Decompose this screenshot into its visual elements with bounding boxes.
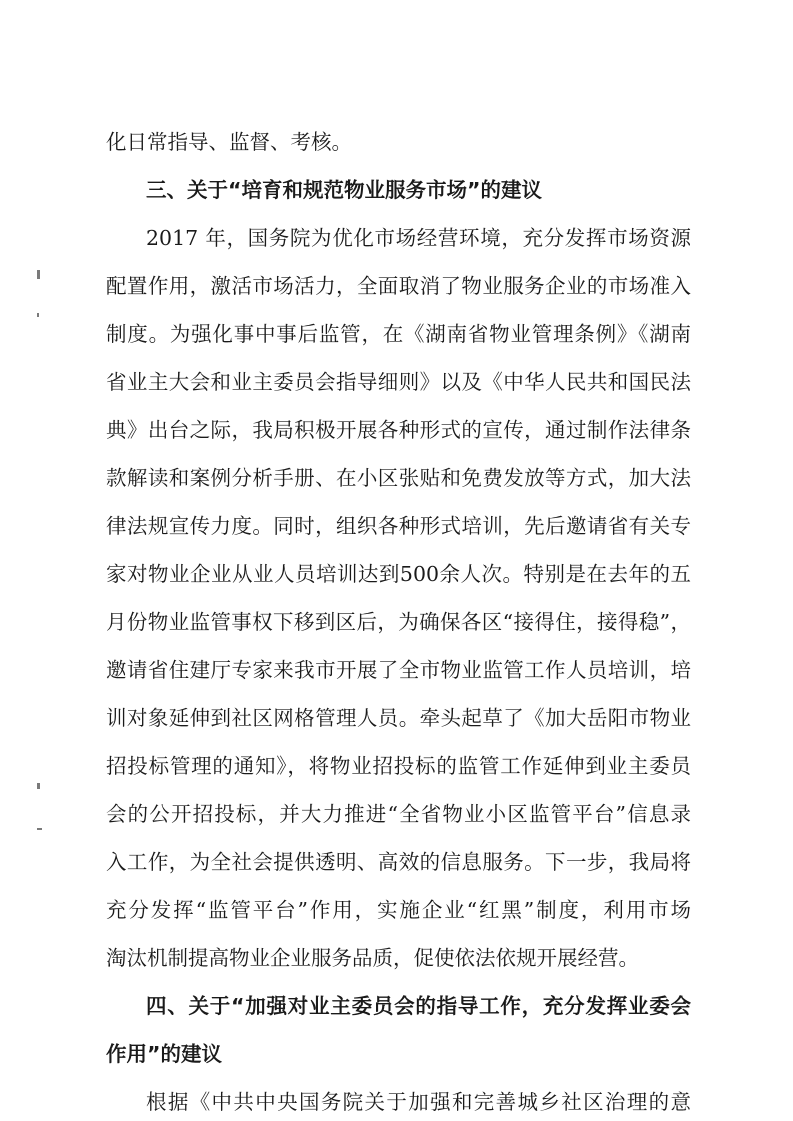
body-text-line: 制度。为强化事中事后监管，在《湖南省物业管理条例》《湖南: [106, 322, 691, 346]
body-text-line: 淘汰机制提高物业企业服务品质，促使依法依规开展经营。: [106, 946, 639, 970]
section-heading: 四、关于“加强对业主委员会的指导工作，充分发挥业委会: [146, 994, 691, 1018]
body-text-line: 充分发挥“监管平台”作用，实施企业“红黑”制度，利用市场: [106, 898, 691, 922]
body-text-line: 化日常指导、监督、考核。: [106, 130, 352, 154]
body-text-line: 入工作，为全社会提供透明、高效的信息服务。下一步，我局将: [106, 850, 691, 874]
body-text-line: 会的公开招投标，并大力推进“全省物业小区监管平台”信息录: [106, 802, 691, 826]
body-text-line: 配置作用，激活市场活力，全面取消了物业服务企业的市场准入: [106, 274, 691, 298]
body-text-line: 邀请省住建厅专家来我市开展了全市物业监管工作人员培训，培: [106, 658, 691, 682]
body-text-line: 省业主大会和业主委员会指导细则》以及《中华人民共和国民法: [106, 370, 691, 394]
body-text-line: 款解读和案例分析手册、在小区张贴和免费发放等方式，加大法: [106, 466, 691, 490]
scan-speck: [37, 313, 39, 317]
body-text-line: 家对物业企业从业人员培训达到500余人次。特别是在去年的五: [106, 562, 691, 586]
body-text-line: 训对象延伸到社区网格管理人员。牵头起草了《加大岳阳市物业: [106, 706, 691, 730]
scan-speck: [37, 783, 40, 789]
body-text-line: 律法规宣传力度。同时，组织各种形式培训，先后邀请省有关专: [106, 514, 691, 538]
body-text-line: 根据《中共中央国务院关于加强和完善城乡社区治理的意: [146, 1090, 691, 1114]
body-text-line: 2017 年，国务院为优化市场经营环境，充分发挥市场资源: [146, 226, 691, 250]
body-text-line: 月份物业监管事权下移到区后，为确保各区“接得住，接得稳”，: [106, 610, 691, 634]
section-heading: 三、关于“培育和规范物业服务市场”的建议: [146, 178, 542, 202]
scan-speck: [37, 270, 40, 279]
section-heading-continuation: 作用”的建议: [106, 1042, 222, 1066]
body-text-line: 典》出台之际，我局积极开展各种形式的宣传，通过制作法律条: [106, 418, 691, 442]
body-text-line: 招投标管理的通知》，将物业招投标的监管工作延伸到业主委员: [106, 754, 691, 778]
scan-speck: [37, 828, 42, 830]
